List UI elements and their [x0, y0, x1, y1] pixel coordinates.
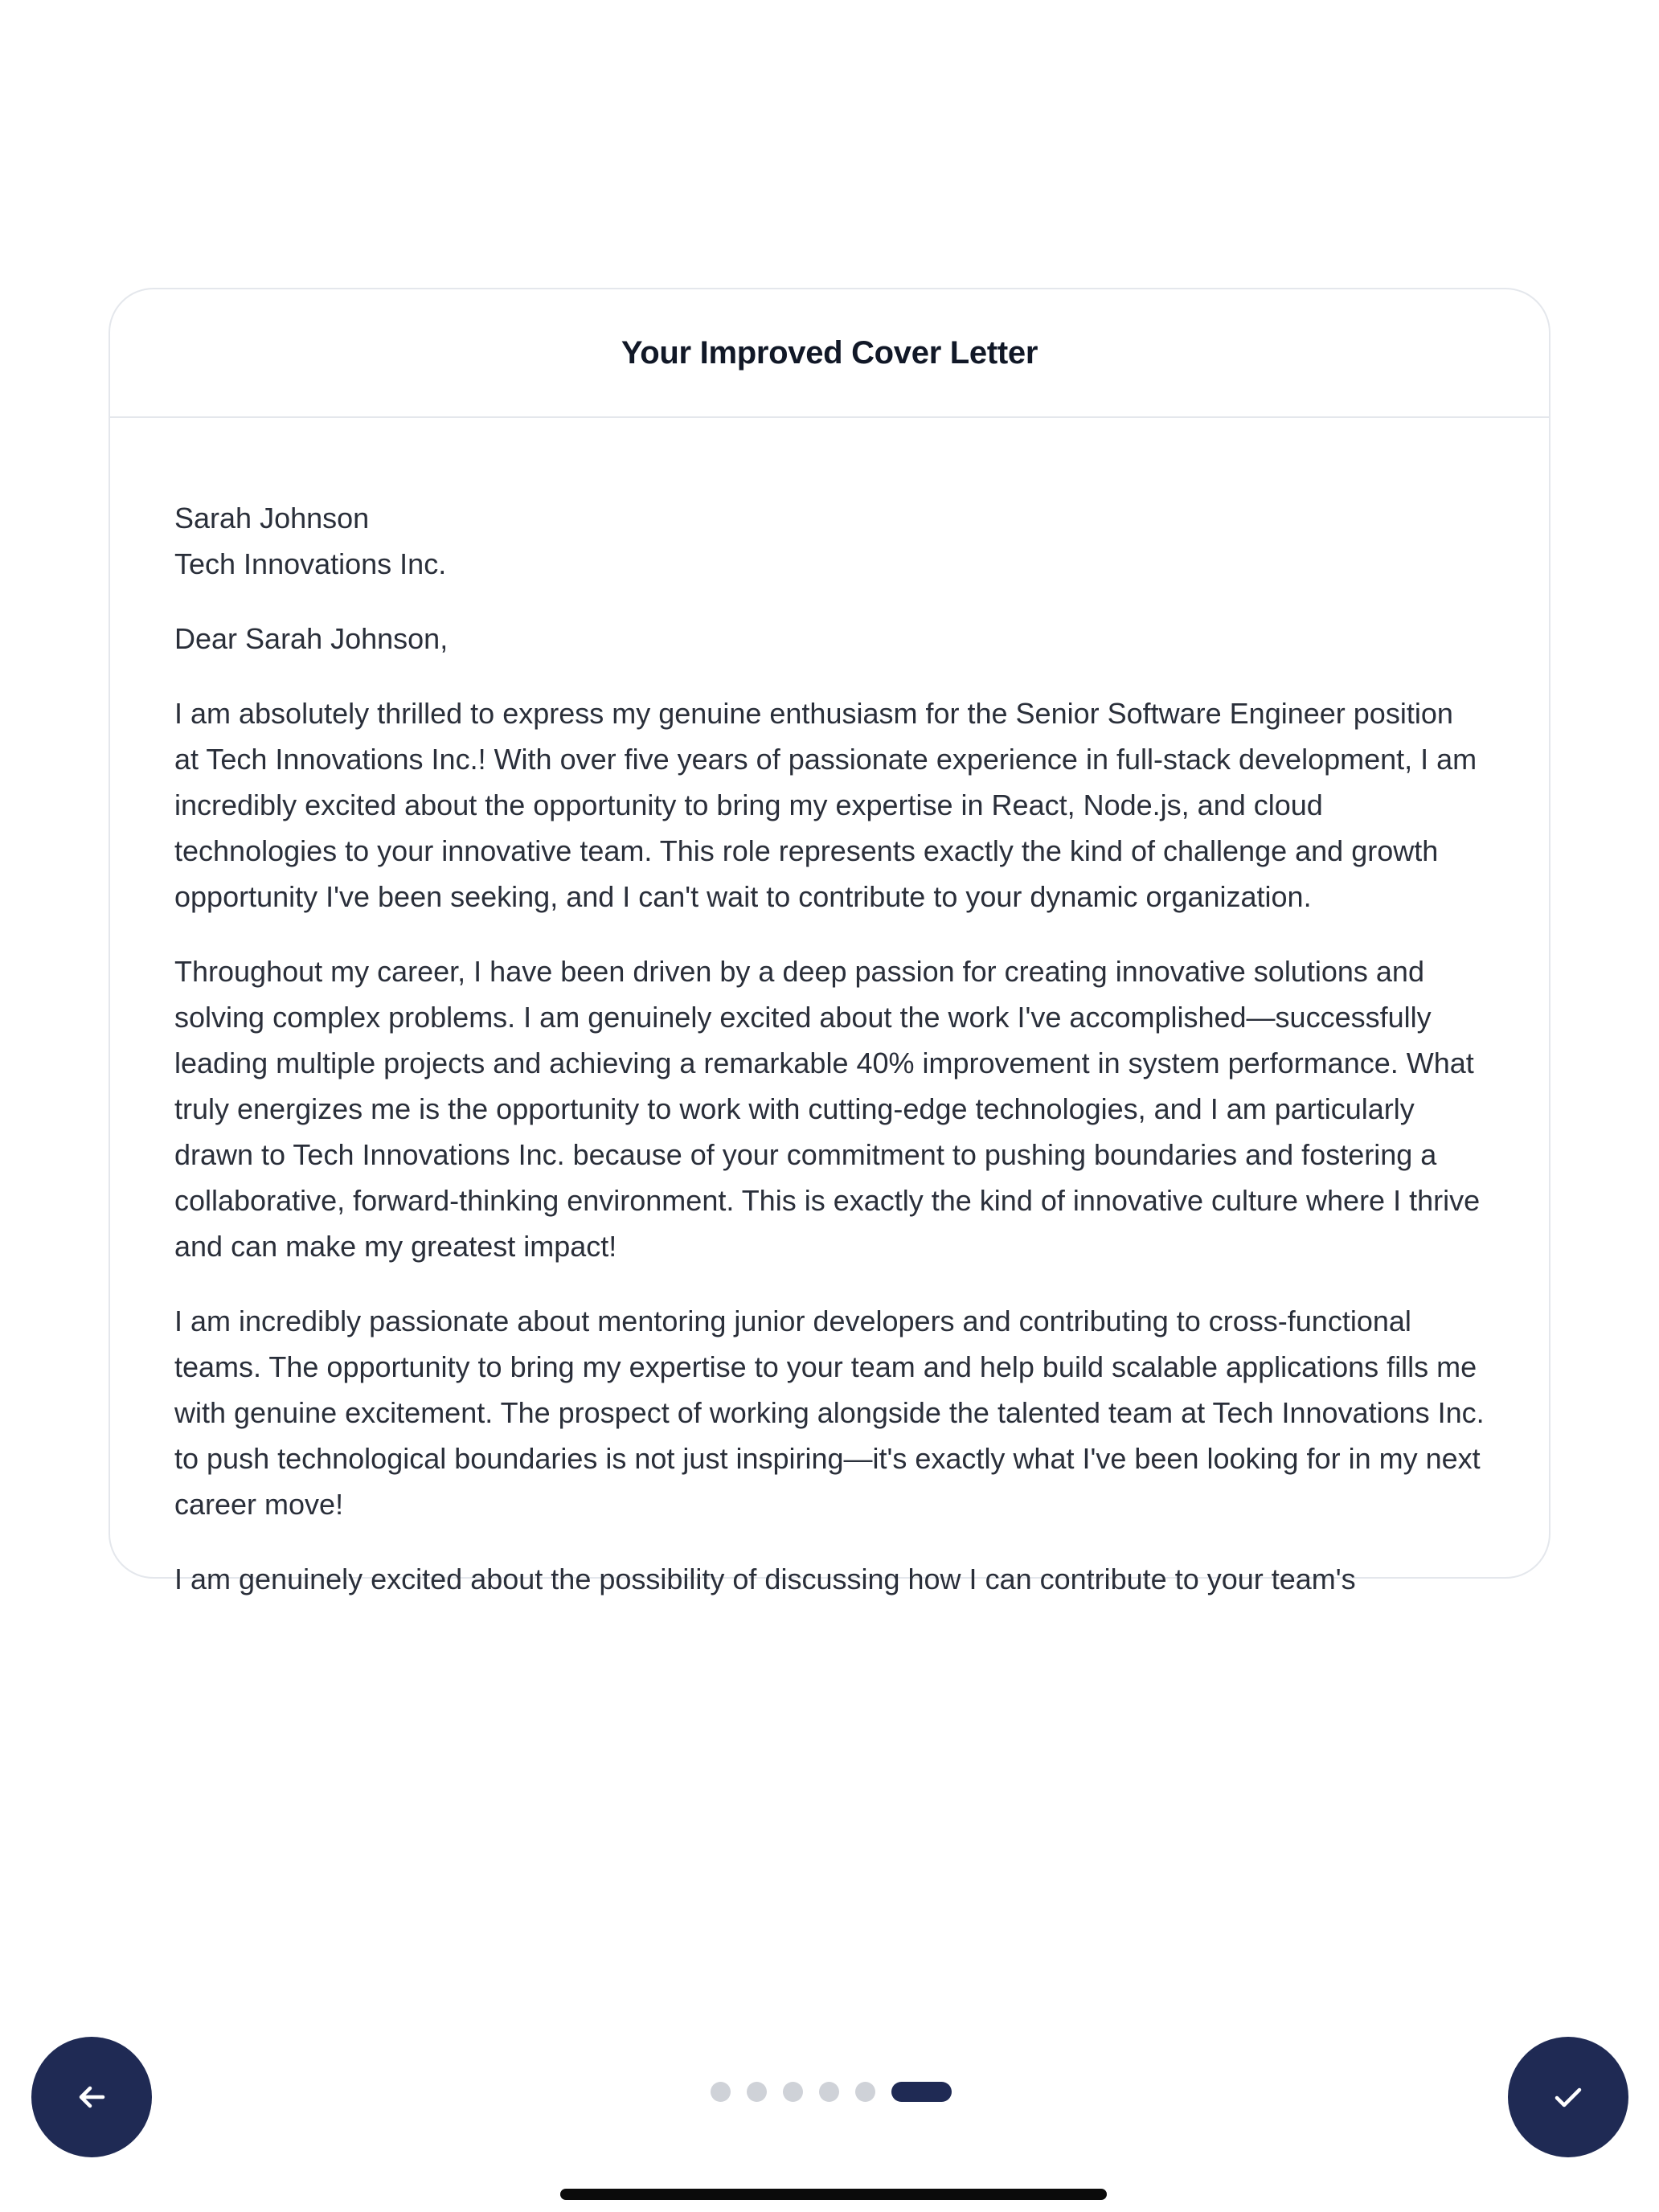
cover-letter-card [109, 288, 1550, 1596]
cover-letter-body[interactable] [110, 418, 1549, 1602]
home-indicator[interactable] [560, 2189, 1107, 2200]
bottom-navigation [0, 2037, 1659, 2157]
letter-paragraph: Throughout my career, I have been driven by a deep passion for creating innovative solutions and solving complex problems. I am genuinely excited about the work I've accomplished—successfully leading multiple projects and achieving a remarkable 40% improvement in system performance. What truly energizes me is the opportunity to work with cutting-edge technologies, and I am particularly drawn to Tech Innovations Inc. because of your commitment to pushing boundaries and fostering a collaborative, forward-thinking environment. This is exactly the kind of innovative culture where I thrive and can make my greatest impact! [174, 955, 1481, 1263]
recipient-address [174, 495, 1485, 587]
step-dot [747, 2082, 767, 2102]
done-button[interactable] [1508, 2037, 1628, 2157]
letter-greeting: Dear Sarah Johnson, [174, 622, 449, 655]
step-dot [711, 2082, 731, 2102]
arrow-left-icon [72, 2078, 111, 2116]
step-dot [819, 2082, 839, 2102]
letter-paragraph: I am absolutely thrilled to express my genuine enthusiasm for the Senior Software Engineer position at Tech Innovations Inc.! With over five years of passionate experience in full-stack development, I am incredibly excited about the opportunity to bring my expertise in React, Node.js, and cloud technologies to your innovative team. This role represents exactly the kind of challenge and growth opportunity I've been seeking, and I can't wait to contribute to your dynamic organization. [174, 697, 1477, 913]
back-button[interactable] [31, 2037, 152, 2157]
card-title: Your Improved Cover Letter [621, 334, 1038, 371]
letter-paragraph: I am incredibly passionate about mentoring junior developers and contributing to cross-functional teams. The opportunity to bring my expertise to your team and help build scalable applications fills me with genuine excitement. The prospect of working alongside the talented team at Tech Innovations Inc. to push technological boundaries is not just inspiring—it's exactly what I've been looking for in my next career move! [174, 1305, 1485, 1521]
letter-paragraph: I am genuinely excited about the possibility of discussing how I can contribute to your team's [174, 1563, 1356, 1596]
step-dot-active [891, 2082, 952, 2102]
card-header [110, 289, 1549, 418]
checkmark-icon [1549, 2078, 1587, 2116]
step-dot [855, 2082, 875, 2102]
recipient-company: Tech Innovations Inc. [174, 547, 447, 580]
step-dot [783, 2082, 803, 2102]
step-indicator [711, 2082, 952, 2102]
recipient-name: Sarah Johnson [174, 502, 370, 535]
